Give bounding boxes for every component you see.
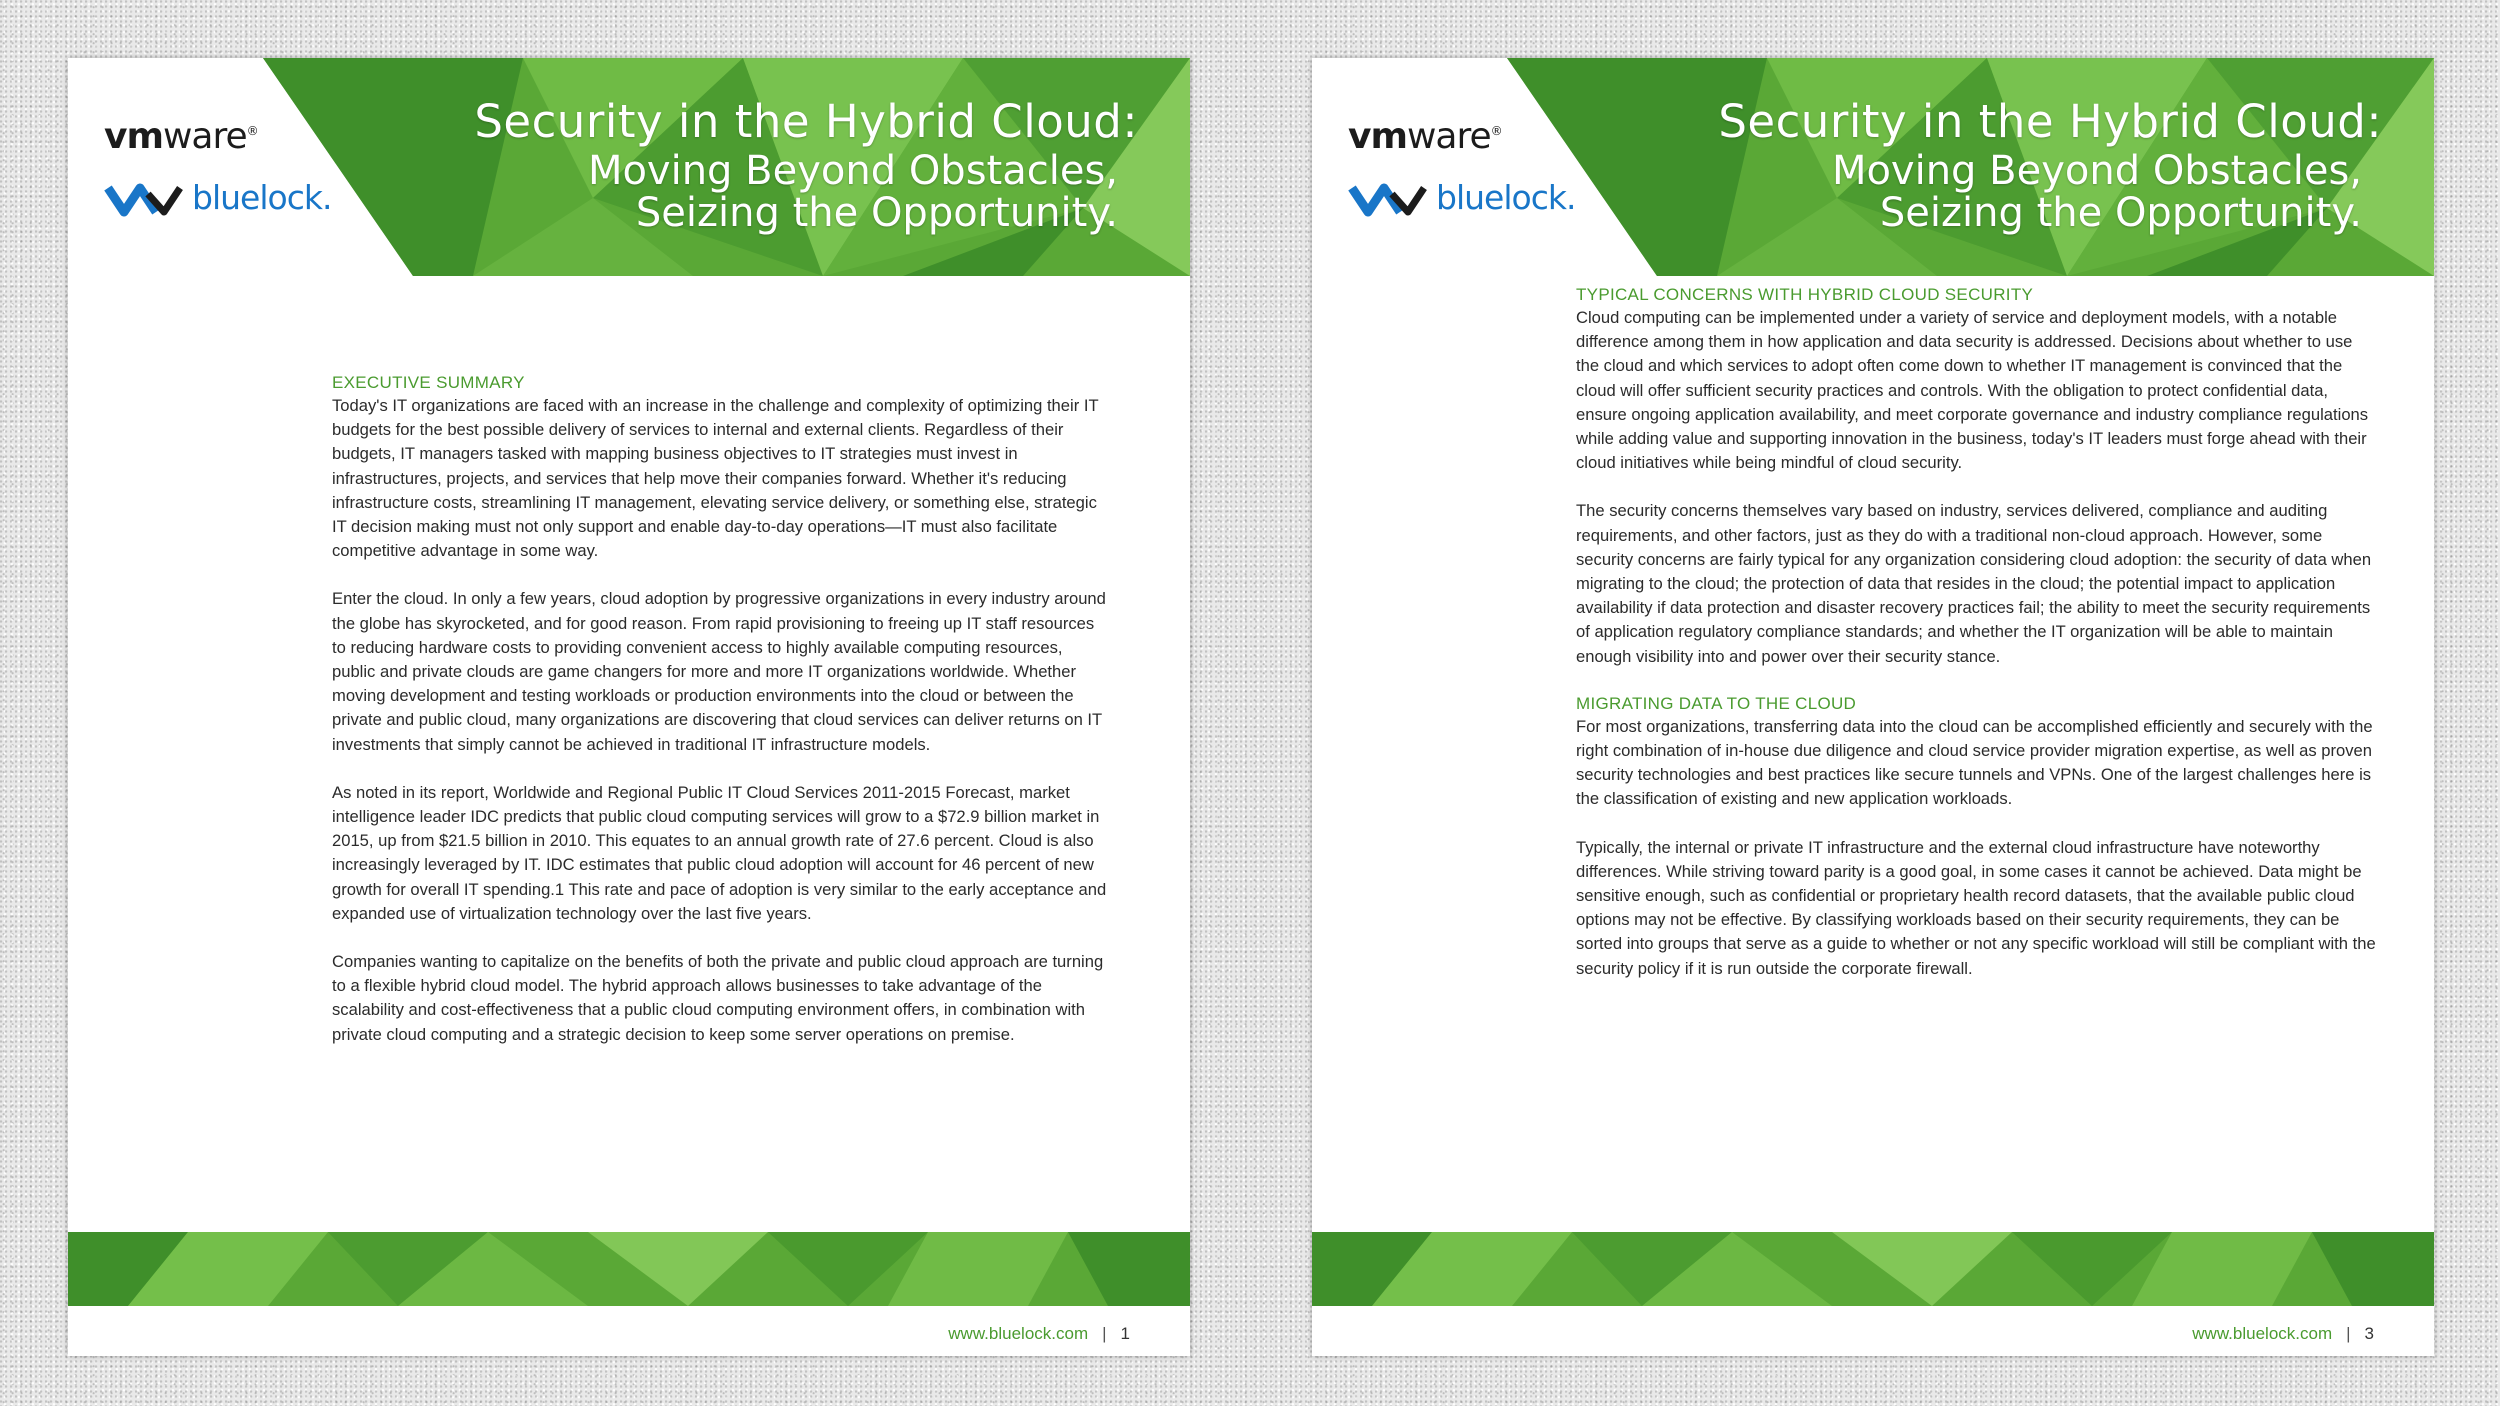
section-heading: TYPICAL CONCERNS WITH HYBRID CLOUD SECURITY: [1576, 285, 2034, 304]
page-1-content: [332, 372, 1108, 1071]
page-3-content: [1576, 284, 2376, 1005]
bluelock-mark-icon: [1348, 180, 1428, 220]
bluelock-wordmark: bluelock.: [192, 178, 332, 217]
document-page-3: [1312, 58, 2434, 1356]
banner-subtitle-1: Moving Beyond Obstacles,: [587, 148, 1118, 194]
banner-subtitle-2: Seizing the Opportunity.: [1879, 190, 2362, 236]
bluelock-mark-icon: [104, 180, 184, 220]
section-heading: MIGRATING DATA TO THE CLOUD: [1576, 693, 1857, 713]
footer-url-link[interactable]: www.bluelock.com: [948, 1324, 1089, 1343]
banner-title: Security in the Hybrid Cloud:: [1718, 95, 2382, 148]
footer-separator: |: [2346, 1324, 2351, 1343]
section-heading: EXECUTIVE SUMMARY: [332, 373, 525, 392]
document-page-1: [68, 58, 1190, 1356]
footer-separator: |: [1102, 1324, 1107, 1343]
paragraph: Today's IT organizations are faced with an increase in the challenge and complexity of optimizing their IT budgets for the best possible delivery of services to internal and external clients. Regardless of their budgets, IT managers tasked with mapping business objectives to IT strategies must invest in infrastructures, projects, and services that help move their companies forward. Whether it's reducing infrastructure costs, streamlining IT management, elevating service delivery, or something else, strategic IT decision making must not only support and enable day-to-day operations—IT must also facilitate competitive advantage in some way.: [332, 396, 1099, 561]
bluelock-wordmark: bluelock.: [1436, 178, 1576, 217]
paragraph: Enter the cloud. In only a few years, cloud adoption by progressive organizations in every industry around the globe has skyrocketed, and for good reason. From rapid provisioning to freeing up IT staff resources to reducing hardware costs to providing convenient access to highly available computing resources, public and private clouds are game changers for more and more IT organizations worldwide. Whether moving development and testing workloads or production environments into the cloud or between the private and public cloud, many organizations are discovering that cloud services can deliver returns on IT investments that simply cannot be achieved in traditional IT infrastructure models.: [332, 589, 1106, 754]
paragraph: Typically, the internal or private IT infrastructure and the external cloud infrastructure have noteworthy differences. While striving toward parity is a good goal, in some cases it cannot be achieved. Data might be sensitive enough, such as confidential or proprietary health record datasets, that the available public cloud options may not be effective. By classifying workloads based on their security requirements, they can be sorted into groups that serve as a guide to whether or not any specific workload will still be compliant with the security policy if it is run outside the corporate firewall.: [1576, 837, 2376, 978]
page-number: 1: [1120, 1324, 1130, 1343]
footer-banner: [68, 1232, 1190, 1306]
banner-title: Security in the Hybrid Cloud:: [474, 95, 1138, 148]
paragraph: Companies wanting to capitalize on the benefits of both the private and public cloud approach are turning to a flexible hybrid cloud model. The hybrid approach allows businesses to take advantage of the scalability and cost-effectiveness that a public cloud computing environment offers, in combination with private cloud computing and a strategic decision to keep some server operations on premise.: [332, 952, 1104, 1044]
footer-band-background: [1312, 1232, 2434, 1306]
footer-url-link[interactable]: www.bluelock.com: [2192, 1324, 2333, 1343]
paragraph: As noted in its report, Worldwide and Regional Public IT Cloud Services 2011-2015 Forecast, market intelligence leader IDC predicts that public cloud computing services will grow to a $72.9 billion market in 2015, up from $21.5 billion in 2010. This equates to an annual growth rate of 27.6 percent. Cloud is also increasingly leveraged by IT. IDC estimates that public cloud adoption will account for 46 percent of new growth for overall IT spending.1 This rate and pace of adoption is very similar to the early acceptance and expanded use of virtualization technology over the last five years.: [332, 782, 1107, 923]
footer-banner: [1312, 1232, 2434, 1306]
paragraph: The security concerns themselves vary based on industry, services delivered, compliance and auditing requirements, and other factors, just as they do with a traditional non-cloud approach. However, some security concerns are fairly typical for any organization considering cloud adoption: the security of data when migrating to the cloud; the protection of data that resides in the cloud; the potential impact to application availability if data protection and disaster recovery practices fail; the ability to meet the security requirements of application regulatory compliance standards; and whether the IT organization will be able to maintain enough visibility into and power over their security stance.: [1576, 501, 2372, 666]
page-number: 3: [2364, 1324, 2374, 1343]
banner-subtitle-1: Moving Beyond Obstacles,: [1831, 148, 2362, 194]
page-footer: [948, 1324, 1130, 1344]
vmware-logo: vmware®: [1348, 116, 1502, 157]
vmware-logo: vmware®: [104, 116, 258, 157]
paragraph: Cloud computing can be implemented under a variety of service and deployment models, with a notable difference among them in how application and data security is addressed. Decisions about whether to use the cloud and which services to adopt often come down to whether IT management is convinced that the cloud will offer sufficient security practices and controls. With the obligation to protect confidential data, ensure ongoing application availability, and meet corporate governance and industry compliance regulations while adding value and supporting innovation in the business, today's IT leaders must forge ahead with their cloud initiatives while being mindful of cloud security.: [1576, 308, 2369, 473]
footer-band-background: [68, 1232, 1190, 1306]
banner-subtitle-2: Seizing the Opportunity.: [635, 190, 1118, 236]
header-banner: [1507, 58, 2434, 276]
header-banner: [263, 58, 1190, 276]
paragraph: For most organizations, transferring data into the cloud can be accomplished efficiently and securely with the right combination of in-house due diligence and cloud service provider migration expertise, as well as proven security technologies and best practices like secure tunnels and VPNs. One of the largest challenges here is the classification of existing and new application workloads.: [1576, 716, 2373, 809]
page-footer: [2192, 1324, 2374, 1344]
